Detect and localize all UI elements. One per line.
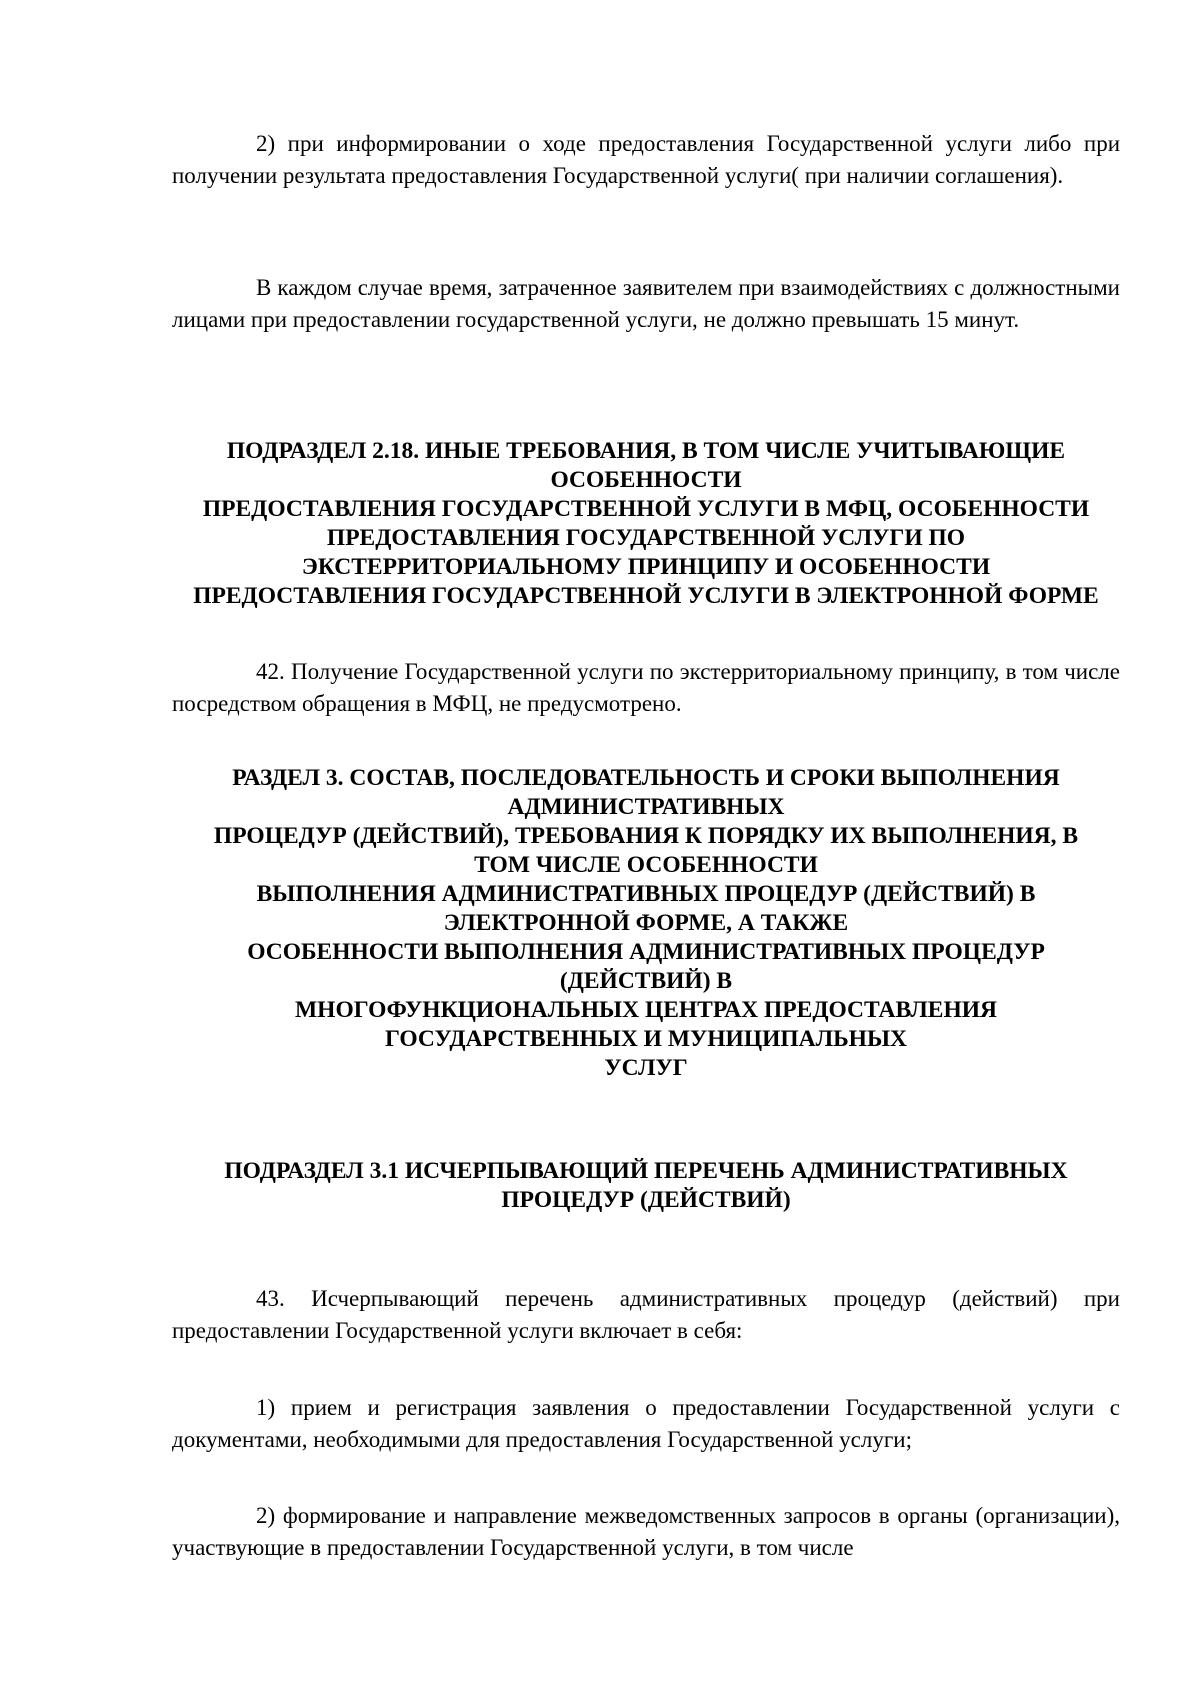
paragraph-43-item-1: 1) прием и регистрация заявления о предоставлении Государственной услуги с документами, необходимыми для предоставления Государственной услуги; [172, 1395, 1120, 1452]
heading-section-3 [172, 764, 1120, 1083]
heading-line: ПРОЦЕДУР (ДЕЙСТВИЙ), ТРЕБОВАНИЯ К ПОРЯДКУ ИХ ВЫПОЛНЕНИЯ, В [213, 823, 1079, 849]
paragraph-42: 42. Получение Государственной услуги по экстерриториальному принципу, в том числе посредством обращения в МФЦ, не предусмотрено. [172, 659, 1120, 716]
heading-line: ЭКСТЕРРИТОРИАЛЬНОМУ ПРИНЦИПУ И ОСОБЕННОСТИ [301, 554, 991, 580]
heading-line: ГОСУДАРСТВЕННЫХ И МУНИЦИПАЛЬНЫХ [384, 1026, 908, 1052]
heading-line: ПРЕДОСТАВЛЕНИЯ ГОСУДАРСТВЕННОЙ УСЛУГИ В МФЦ, ОСОБЕННОСТИ [202, 496, 1090, 522]
heading-subsection-2-18 [172, 437, 1120, 611]
heading-line: (ДЕЙСТВИЙ) В [559, 968, 733, 994]
heading-line: ОСОБЕННОСТИ ВЫПОЛНЕНИЯ АДМИНИСТРАТИВНЫХ ПРОЦЕДУР [247, 939, 1045, 965]
heading-line: АДМИНИСТРАТИВНЫХ [507, 794, 785, 820]
heading-line: РАЗДЕЛ 3. СОСТАВ, ПОСЛЕДОВАТЕЛЬНОСТЬ И СРОКИ ВЫПОЛНЕНИЯ [232, 765, 1060, 791]
heading-line: ПОДРАЗДЕЛ 3.1 ИСЧЕРПЫВАЮЩИЙ ПЕРЕЧЕНЬ АДМИНИСТРАТИВНЫХ [224, 1158, 1068, 1184]
paragraph-informing: 2) при информировании о ходе предоставления Государственной услуги либо при получении результата предоставления Государственной услуги( при наличии соглашения). [172, 131, 1120, 188]
heading-line: УСЛУГ [604, 1055, 688, 1081]
paragraph-43-item-2: 2) формирование и направление межведомственных запросов в органы (организации), участвующие в предоставлении Государственной услуги, в том числе [172, 1503, 1120, 1560]
heading-line: ТОМ ЧИСЛЕ ОСОБЕННОСТИ [474, 852, 818, 878]
paragraph-43: 43. Исчерпывающий перечень административных процедур (действий) при предоставлении Государственной услуги включает в себя: [172, 1286, 1120, 1343]
heading-line: ЭЛЕКТРОННОЙ ФОРМЕ, А ТАКЖЕ [443, 910, 849, 936]
heading-subsection-3-1 [172, 1157, 1120, 1215]
heading-line: ПОДРАЗДЕЛ 2.18. ИНЫЕ ТРЕБОВАНИЯ, В ТОМ ЧИСЛЕ УЧИТЫВАЮЩИЕ [226, 438, 1066, 464]
paragraph-time-limit: В каждом случае время, затраченное заявителем при взаимодействиях с должностными лицами при предоставлении государственной услуги, не должно превышать 15 минут. [172, 275, 1120, 332]
heading-line: ОСОБЕННОСТИ [550, 467, 742, 493]
heading-line: ПРЕДОСТАВЛЕНИЯ ГОСУДАРСТВЕННОЙ УСЛУГИ ПО [326, 525, 966, 551]
heading-line: ВЫПОЛНЕНИЯ АДМИНИСТРАТИВНЫХ ПРОЦЕДУР (ДЕЙСТВИЙ) В [256, 881, 1036, 907]
heading-line: МНОГОФУНКЦИОНАЛЬНЫХ ЦЕНТРАХ ПРЕДОСТАВЛЕНИЯ [294, 997, 998, 1023]
heading-line: ПРОЦЕДУР (ДЕЙСТВИЙ) [501, 1187, 791, 1213]
heading-line: ПРЕДОСТАВЛЕНИЯ ГОСУДАРСТВЕННОЙ УСЛУГИ В ЭЛЕКТРОННОЙ ФОРМЕ [193, 583, 1099, 609]
